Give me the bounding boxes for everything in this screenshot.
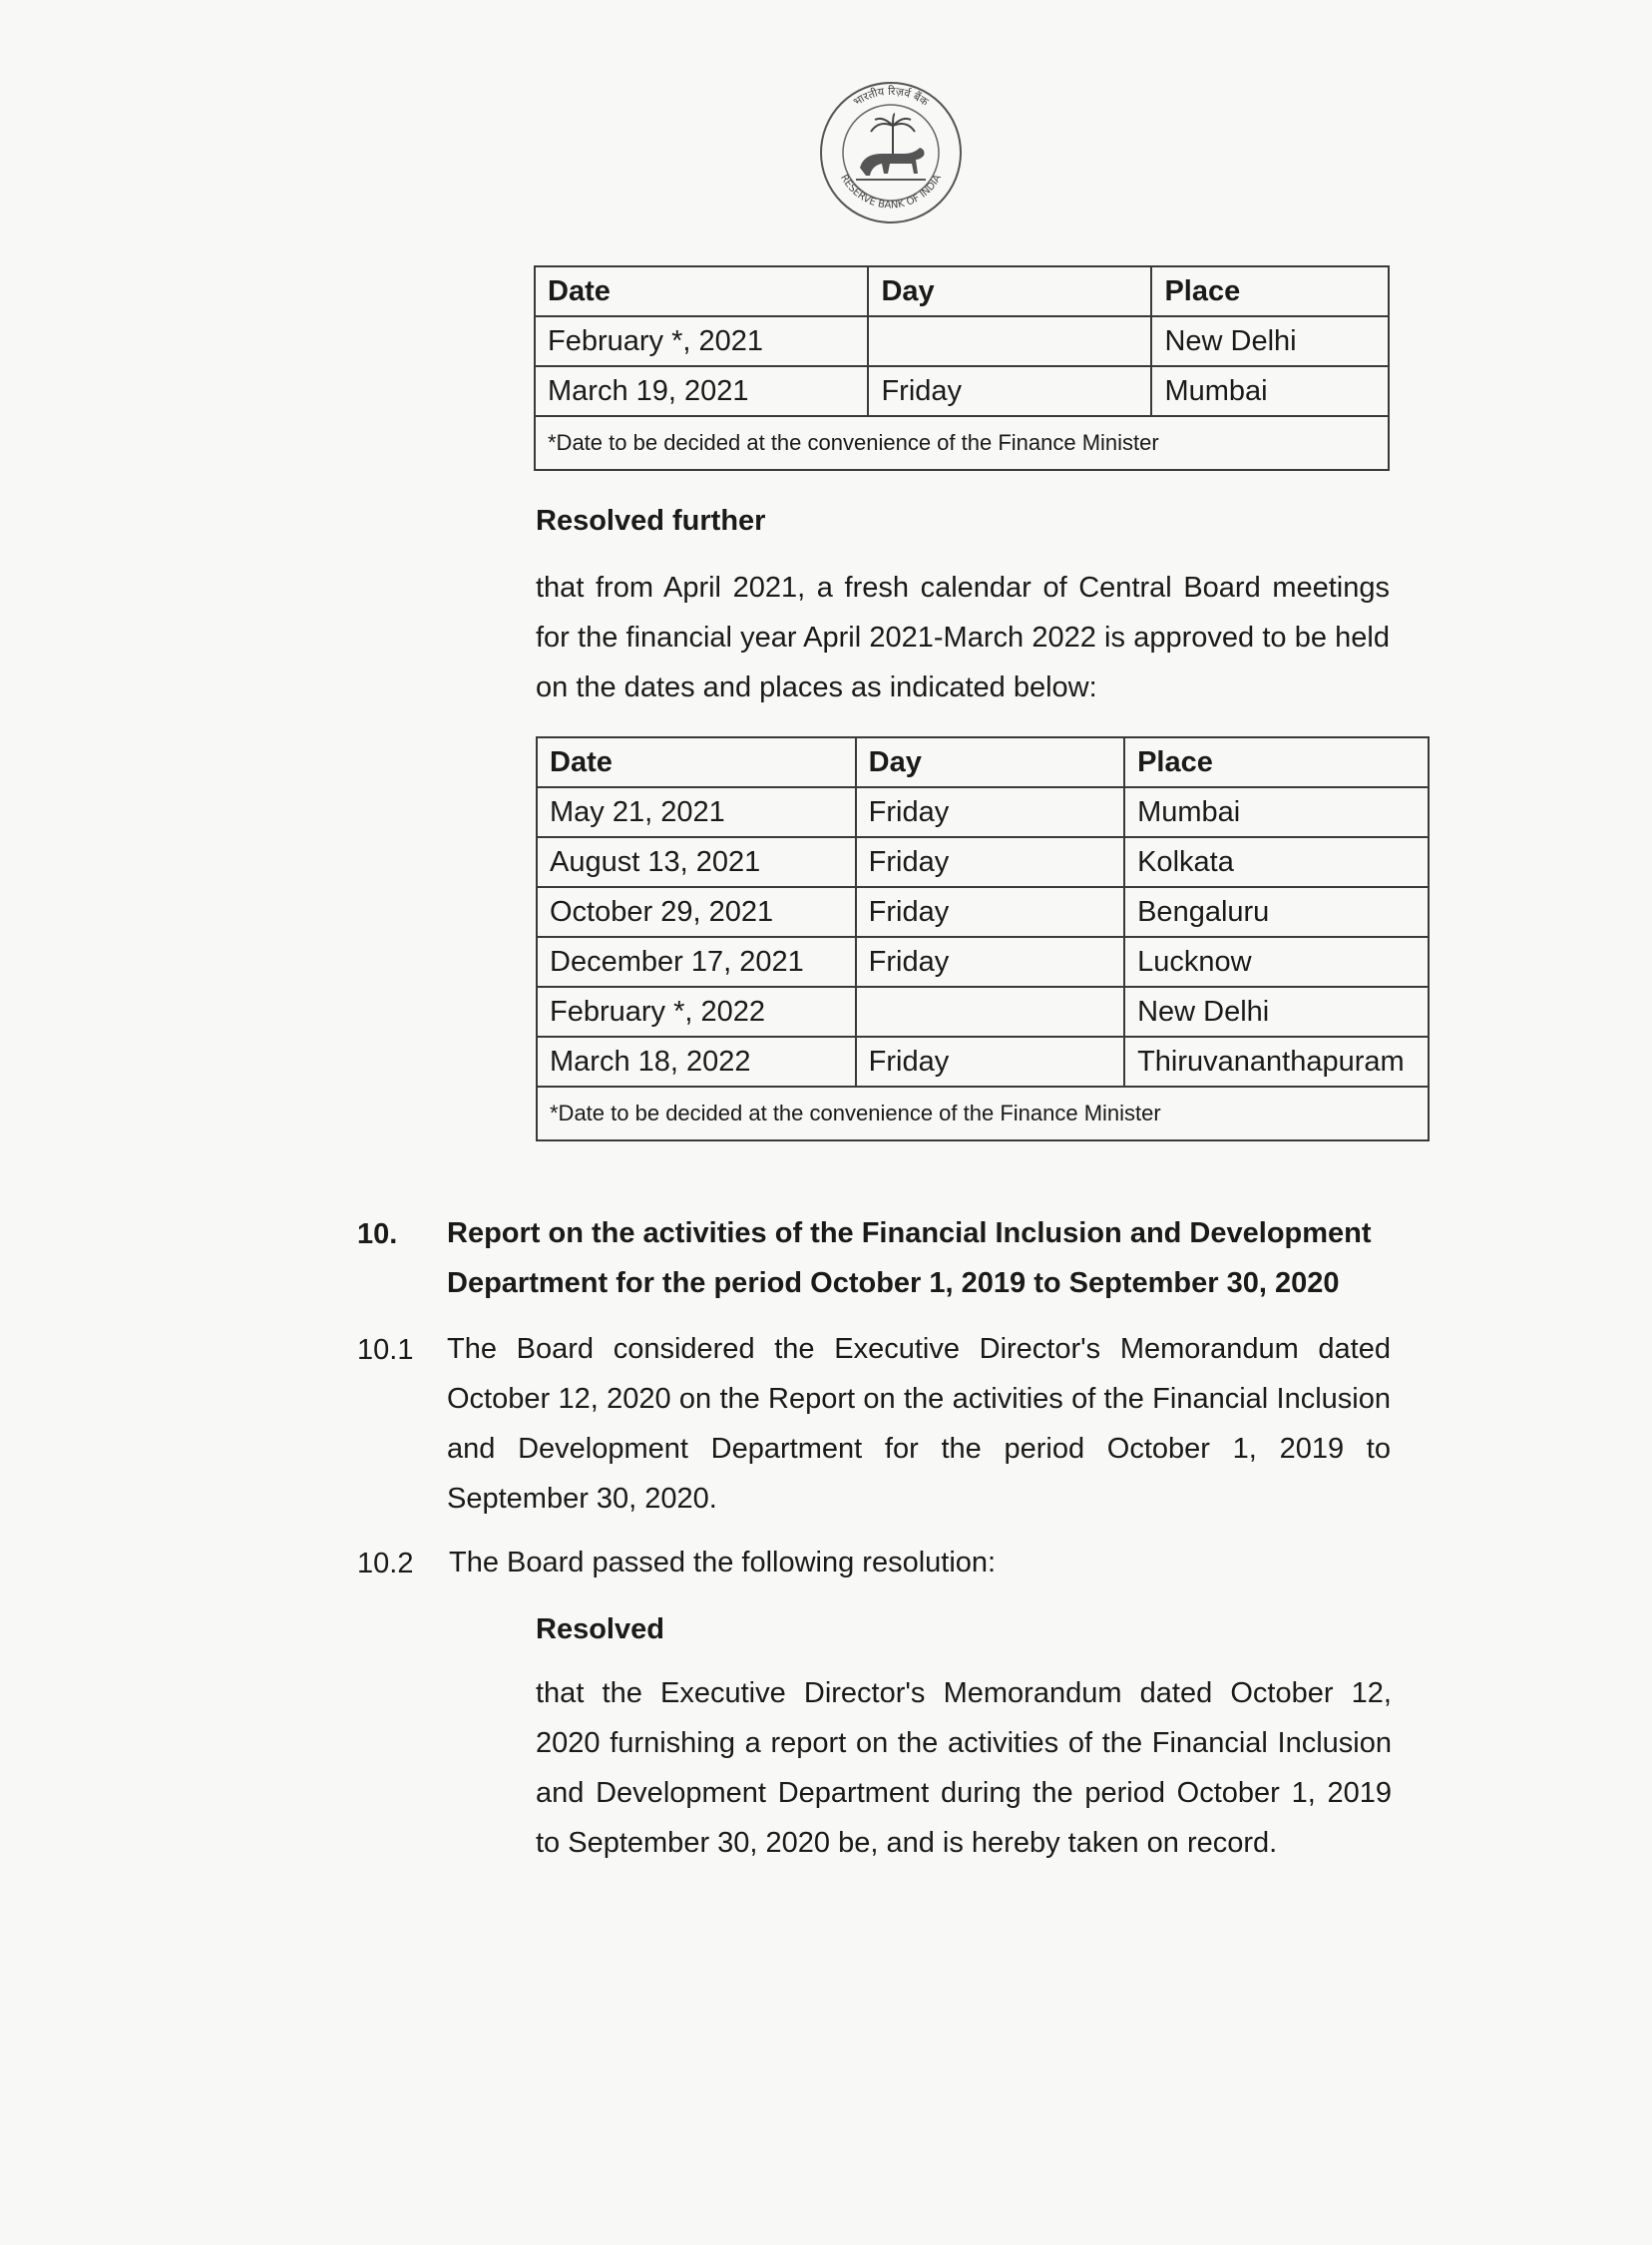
section-title: Report on the activities of the Financial Inclusion and Development Department for the period October 1, 2019 to September 30, 2020 — [447, 1217, 1372, 1299]
table-row — [537, 787, 1429, 837]
cell-place: Thiruvananthapuram — [1124, 1037, 1429, 1087]
cell-date: August 13, 2021 — [537, 837, 856, 887]
cell-day: Friday — [856, 837, 1124, 887]
table-row — [537, 937, 1429, 987]
cell-day: Friday — [856, 937, 1124, 987]
table-footnote: *Date to be decided at the convenience of the Finance Minister — [535, 416, 1389, 470]
table-row — [535, 316, 1389, 366]
cell-date: February *, 2021 — [535, 316, 868, 366]
cell-date: March 19, 2021 — [535, 366, 868, 416]
paragraph-10-2: The Board passed the following resolution: — [449, 1547, 997, 1578]
table-note-row — [537, 1087, 1429, 1140]
schedule-table-2020-21 — [534, 265, 1390, 471]
cell-place: New Delhi — [1151, 316, 1389, 366]
paragraph-number-10-2: 10.2 — [357, 1548, 414, 1579]
resolved-further-heading: Resolved further — [536, 505, 766, 537]
column-header-date: Date — [537, 737, 856, 787]
cell-day — [868, 316, 1151, 366]
resolved-text: that the Executive Director's Memorandum dated October 12, 2020 furnishing a report on the activities of the Financial Inclusion and Development Department during the period October 1, 2019 to September 30, 2020 be, and is hereby taken on record. — [536, 1677, 1392, 1859]
table-row — [535, 366, 1389, 416]
cell-date: May 21, 2021 — [537, 787, 856, 837]
table-row — [537, 987, 1429, 1037]
seal-text-top: भारतीय रिज़र्व बैंक — [851, 84, 932, 109]
cell-day: Friday — [856, 1037, 1124, 1087]
table-row — [537, 887, 1429, 937]
cell-place: Lucknow — [1124, 937, 1429, 987]
cell-day: Friday — [856, 787, 1124, 837]
section-number: 10. — [357, 1218, 398, 1250]
cell-date: March 18, 2022 — [537, 1037, 856, 1087]
cell-place: Bengaluru — [1124, 887, 1429, 937]
cell-date: February *, 2022 — [537, 987, 856, 1037]
rbi-seal-logo — [816, 78, 966, 227]
schedule-table-2021-22 — [536, 736, 1430, 1141]
cell-day: Friday — [856, 887, 1124, 937]
cell-place: New Delhi — [1124, 987, 1429, 1037]
table-note-row — [535, 416, 1389, 470]
resolved-heading: Resolved — [536, 1613, 664, 1645]
cell-day — [856, 987, 1124, 1037]
cell-date: October 29, 2021 — [537, 887, 856, 937]
cell-place: Mumbai — [1151, 366, 1389, 416]
table-header-row — [535, 266, 1389, 316]
table-row — [537, 837, 1429, 887]
resolved-further-text: that from April 2021, a fresh calendar of Central Board meetings for the financial year April 2021-March 2022 is approved to be held on the dates and places as indicated below: — [536, 572, 1390, 703]
svg-text:RESERVE BANK OF INDIA — [838, 173, 944, 211]
paragraph-number-10-1: 10.1 — [357, 1334, 414, 1366]
table-header-row — [537, 737, 1429, 787]
column-header-place: Place — [1151, 266, 1389, 316]
table-footnote: *Date to be decided at the convenience of the Finance Minister — [537, 1087, 1429, 1140]
seal-text-bottom: RESERVE BANK OF INDIA — [838, 173, 944, 212]
column-header-date: Date — [535, 266, 868, 316]
palm-tree-icon — [871, 114, 915, 158]
column-header-day: Day — [868, 266, 1151, 316]
paragraph-10-1: The Board considered the Executive Director's Memorandum dated October 12, 2020 on the Report on the activities of the Financial Inclusion and Development Department for the period October 1, 2019 to September 30, 2020. — [447, 1333, 1391, 1515]
cell-place: Kolkata — [1124, 837, 1429, 887]
cell-date: December 17, 2021 — [537, 937, 856, 987]
column-header-place: Place — [1124, 737, 1429, 787]
cell-day: Friday — [868, 366, 1151, 416]
column-header-day: Day — [856, 737, 1124, 787]
cell-place: Mumbai — [1124, 787, 1429, 837]
table-row — [537, 1037, 1429, 1087]
